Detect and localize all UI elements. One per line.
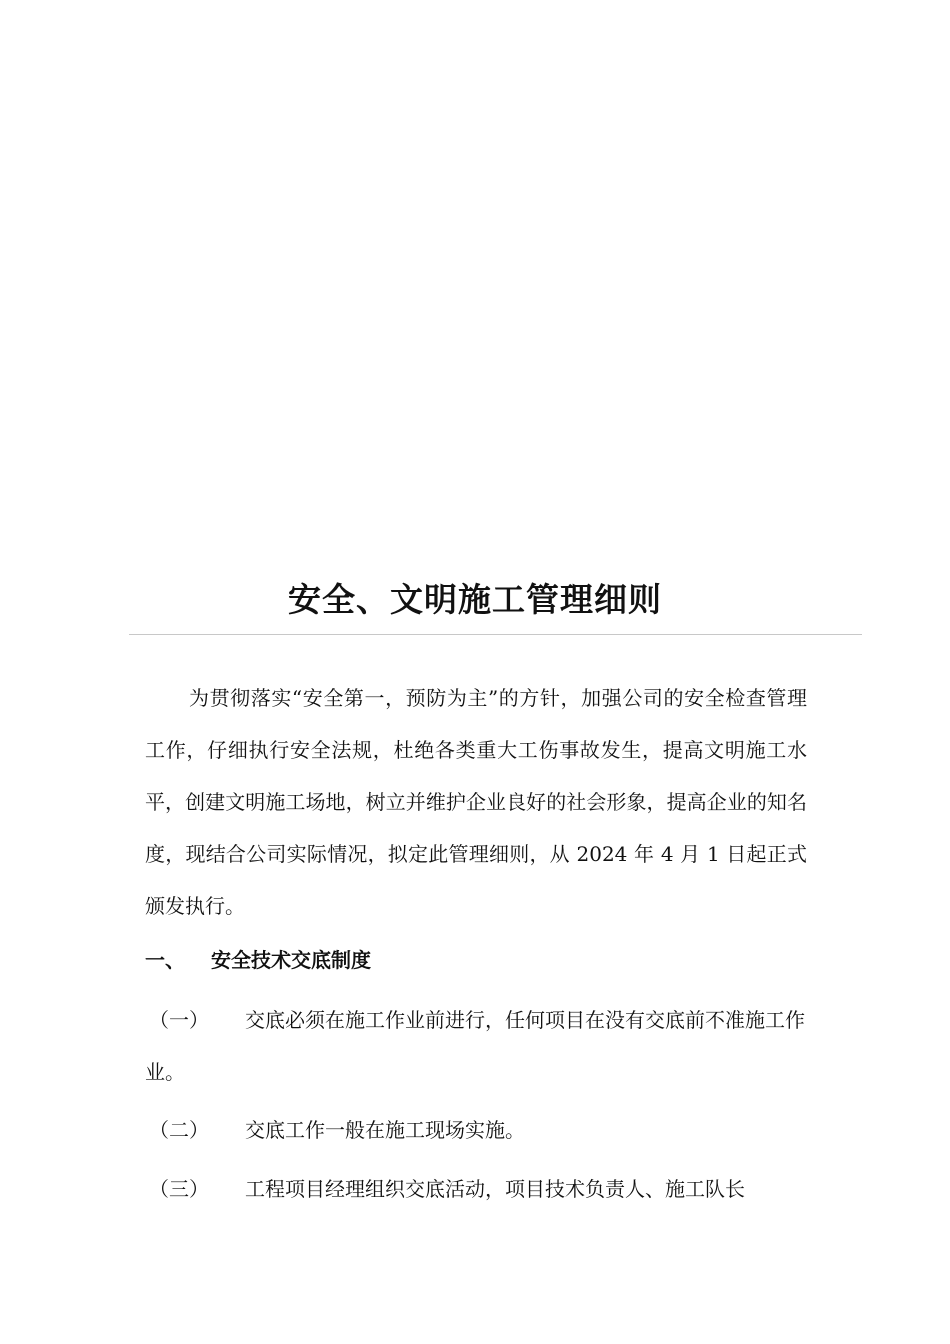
list-item-text: 交底工作一般在施工现场实施。 <box>245 1118 525 1142</box>
list-item <box>145 994 807 1098</box>
list-item-marker: （三） <box>149 1177 209 1201</box>
list-item-marker: （一） <box>149 1008 209 1032</box>
section-heading <box>145 940 371 980</box>
document-title: 安全、文明施工管理细则 <box>288 580 662 619</box>
list-item-text: 交底必须在施工作业前进行，任何项目在没有交底前不准施工作业。 <box>145 1008 805 1084</box>
list-item <box>145 1104 807 1156</box>
list-item-text: 工程项目经理组织交底活动，项目技术负责人、施工队长 <box>245 1177 745 1201</box>
intro-paragraph <box>145 672 807 932</box>
section-title: 安全技术交底制度 <box>211 948 371 972</box>
list-item <box>145 1163 807 1215</box>
intro-text: 为贯彻落实“安全第一，预防为主”的方针，加强公司的安全检查管理工作，仔细执行安全法规，杜绝各类重大工伤事故发生，提高文明施工水平，创建文明施工场地，树立并维护企业良好的社会形象，提高企业的知名度，现结合公司实际情况，拟定此管理细则，从 2024 年 4 月 1 日起正式颁发执行。 <box>145 686 807 918</box>
section-number: 一、 <box>145 948 185 972</box>
list-item-marker: （二） <box>149 1118 209 1142</box>
title-divider <box>129 634 862 635</box>
